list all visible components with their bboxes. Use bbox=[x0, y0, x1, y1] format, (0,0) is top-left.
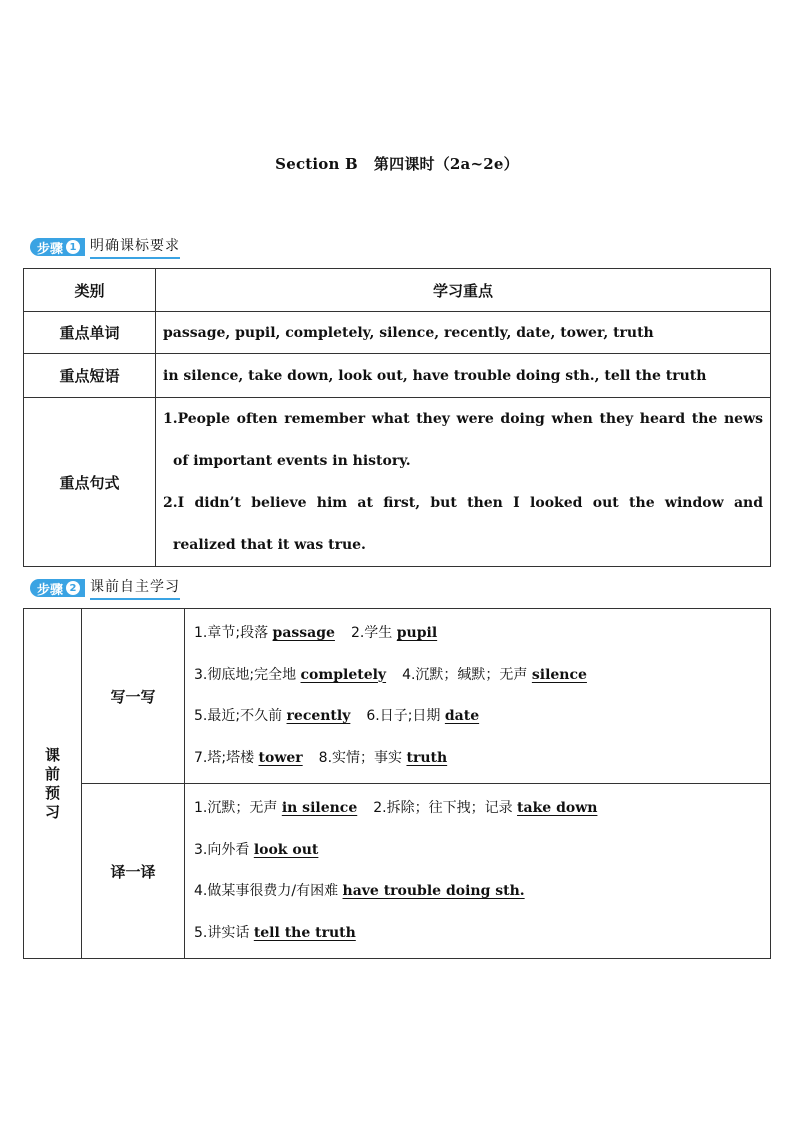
requirements-table bbox=[23, 268, 771, 567]
list-item: 5.最近;不久前 recently 6.日子;日期 date bbox=[194, 708, 480, 724]
list-item: 3.向外看 look out bbox=[194, 841, 319, 858]
step-2-heading bbox=[30, 577, 180, 599]
list-item: 5.讲实话 tell the truth bbox=[194, 924, 356, 941]
table-row bbox=[24, 398, 771, 567]
sentence-1: 1.People often remember what they were doing when they heard the news of important events in history. bbox=[163, 411, 763, 469]
lesson-label: 第四课时（2a~2e） bbox=[373, 155, 519, 173]
list-item: 1.章节;段落 passage 2.学生 pupil bbox=[194, 625, 438, 641]
step-1-number: 1 bbox=[66, 240, 80, 254]
list-item: 4.做某事很费力/有困难 have trouble doing sth. bbox=[194, 883, 525, 899]
list-item: 3.彻底地;完全地 completely 4.沉默；缄默；无声 silence bbox=[194, 666, 587, 683]
table-header-row bbox=[24, 269, 771, 312]
step-1-badge: 步骤 1 bbox=[30, 238, 85, 256]
table-row bbox=[24, 609, 771, 784]
row-label-phrases: 重点短语 bbox=[24, 354, 156, 398]
write-items bbox=[185, 609, 771, 784]
step-2-title: 课前自主学习 bbox=[90, 576, 180, 600]
key-words: passage, pupil, completely, silence, recently, date, tower, truth bbox=[156, 312, 771, 354]
step-2-number: 2 bbox=[66, 581, 80, 595]
key-sentences bbox=[156, 398, 771, 567]
write-label: 写一写 bbox=[82, 609, 185, 784]
sentence-2: 2.I didn’t believe him at first, but then I looked out the window and realized that it was true. bbox=[163, 495, 763, 553]
step-1-heading bbox=[30, 236, 180, 258]
table-row bbox=[24, 354, 771, 398]
list-item: 1.沉默；无声 in silence 2.拆除；往下拽；记录 take down bbox=[194, 800, 598, 816]
header-focus: 学习重点 bbox=[156, 269, 771, 312]
page-title bbox=[0, 153, 794, 174]
translate-items bbox=[185, 784, 771, 959]
section-label: Section B bbox=[275, 155, 358, 173]
row-label-words: 重点单词 bbox=[24, 312, 156, 354]
step-2-badge: 步骤 2 bbox=[30, 579, 85, 597]
header-category: 类别 bbox=[24, 269, 156, 312]
row-label-sentences: 重点句式 bbox=[24, 398, 156, 567]
preview-table bbox=[23, 608, 771, 959]
table-row bbox=[24, 784, 771, 959]
key-phrases: in silence, take down, look out, have trouble doing sth., tell the truth bbox=[156, 354, 771, 398]
table-row bbox=[24, 312, 771, 354]
list-item: 7.塔;塔楼 tower 8.实情；事实 truth bbox=[194, 749, 448, 766]
preview-vertical-label: 课 前 预 习 bbox=[24, 609, 82, 959]
translate-label: 译一译 bbox=[82, 784, 185, 959]
step-1-title: 明确课标要求 bbox=[90, 235, 180, 259]
